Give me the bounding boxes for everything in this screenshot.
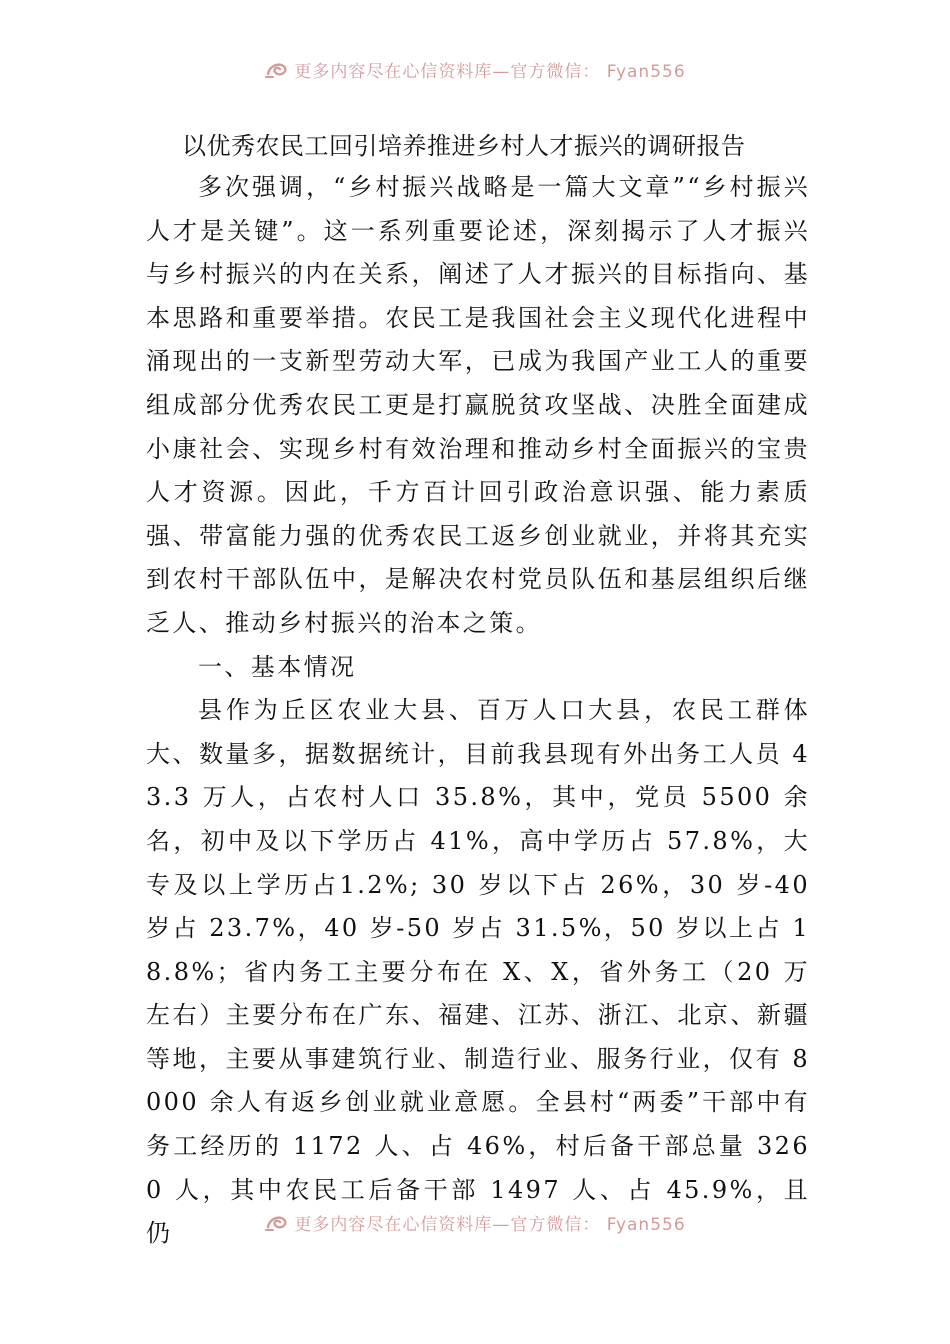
section-heading: 一、基本情况	[198, 652, 357, 681]
swirl-logo-icon	[264, 58, 290, 80]
intro-paragraph: 多次强调，“乡村振兴战略是一篇大文章”“乡村振兴人才是关键”。这一系列重要论述，深刻揭示了人才振兴与乡村振兴的内在关系，阐述了人才振兴的目标指向、基本思路和重要举措。农民工是我国社会主义现代化进程中涌现出的一支新型劳动大军，已成为我国产业工人的重要组成部分优秀农民工更是打赢脱贫攻坚战、决胜全面建成小康社会、实现乡村有效治理和推动乡村全面振兴的宝贵人才资源。因此，千方百计回引政治意识强、能力素质强、带富能力强的优秀农民工返乡创业就业，并将其充实到农村干部队伍中，是解决农村党员队伍和基层组织后继乏人、推动乡村振兴的治本之策。	[146, 173, 810, 637]
document-title: 以优秀农民工回引培养推进乡村人才振兴的调研报告	[182, 132, 746, 160]
watermark-header	[0, 52, 950, 86]
section-paragraph: 县作为丘区农业大县、百万人口大县，农民工群体大、数量多，据数据统计，目前我县现有外出务工人员 43.3 万人，占农村人口 35.8%，其中，党员 5500 余名，初中及以下学历占 41%，高中学历占 57.8%，大专及以上学历占1.2%; 30 岁以下占 26%，30 岁-40 岁占 23.7%，40 岁-50 岁占 31.5%，50 岁以上占 18.8%；省内务工主要分布在 X、X，省外务工（20 万左右）主要分布在广东、福建、江苏、浙江、北京、新疆等地，主要从事建筑行业、制造行业、服务行业，仅有 8000 余人有返乡创业就业意愿。全县村“两委”干部中有务工经历的 1172 人、占 46%，村后备干部总量 3260 人，其中农民工后备干部 1497 人、占 45.9%，且仍	[146, 696, 810, 1248]
watermark-footer	[0, 1205, 950, 1239]
watermark-text: 更多内容尽在心信资料库—官方微信： Fyan556	[294, 61, 686, 82]
document-body	[146, 126, 810, 1256]
watermark-text: 更多内容尽在心信资料库—官方微信： Fyan556	[294, 1214, 686, 1235]
swirl-logo-icon	[264, 1211, 290, 1233]
